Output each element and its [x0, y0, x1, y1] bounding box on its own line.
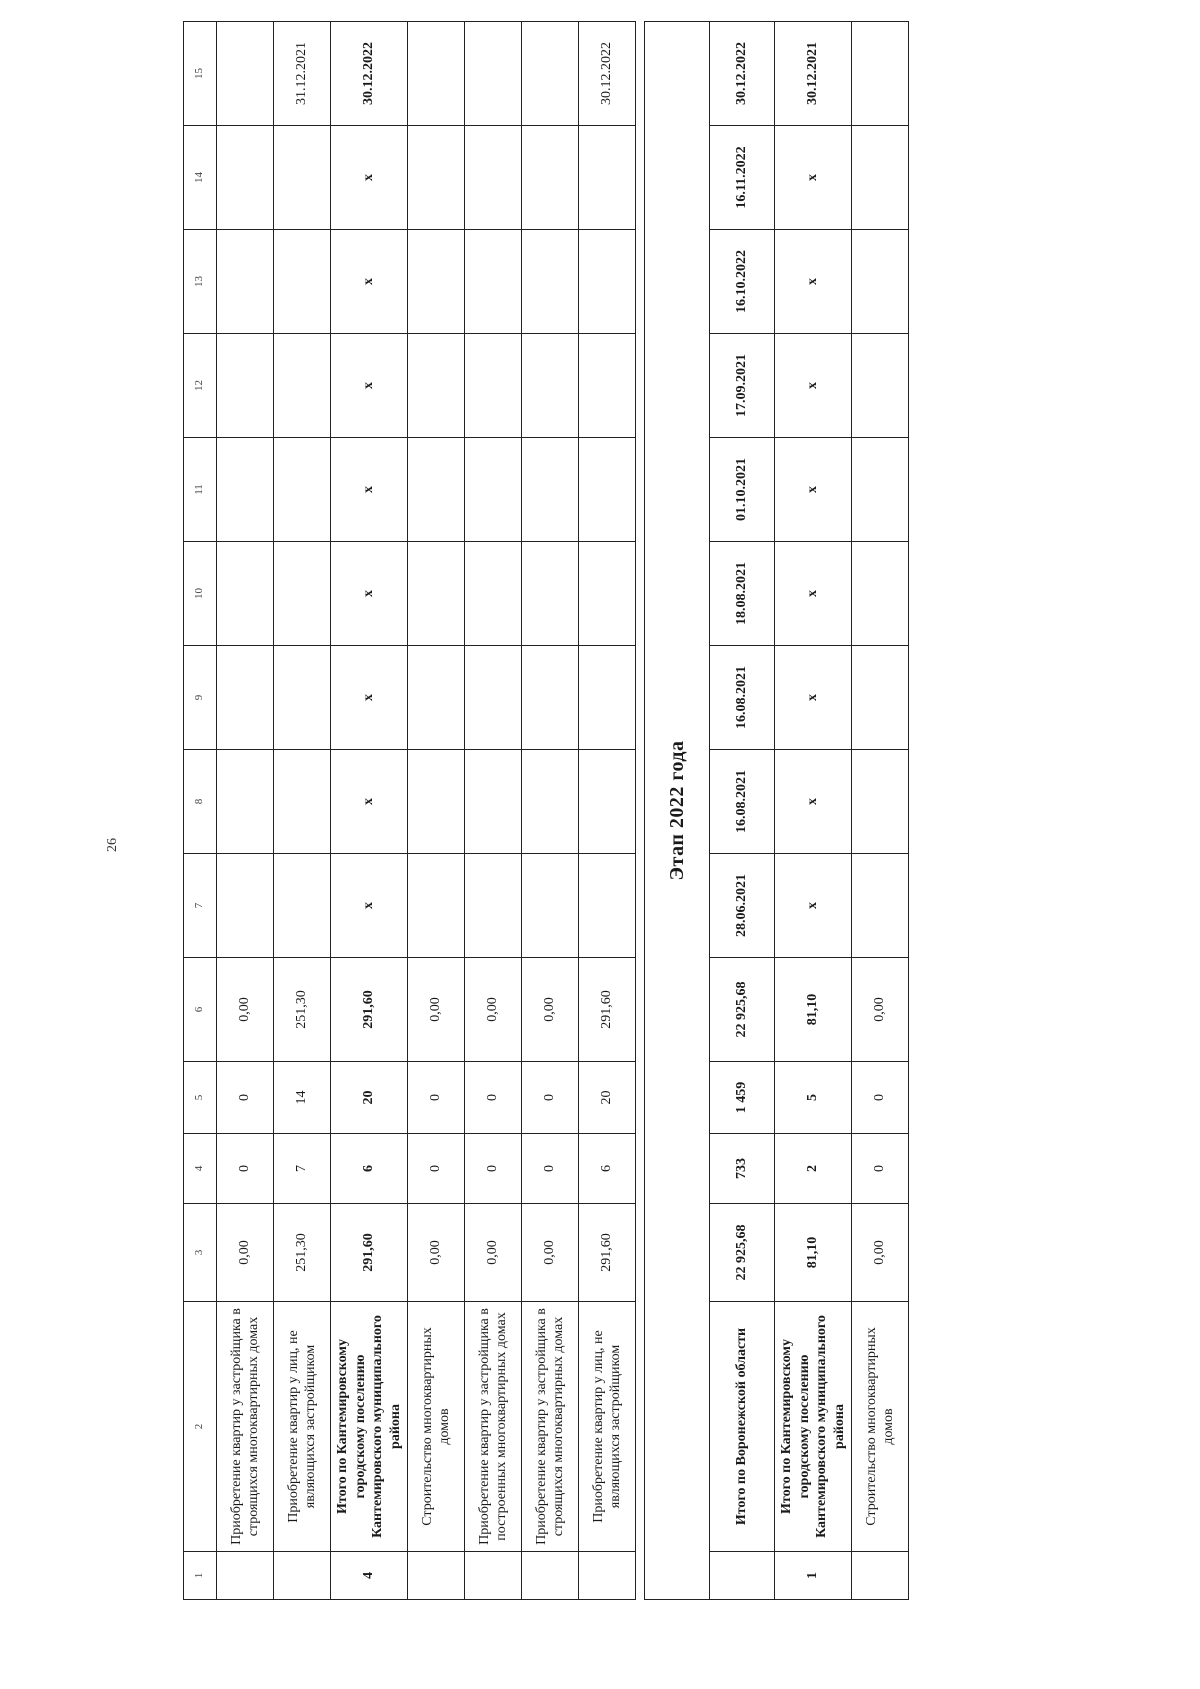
row-value-cell — [408, 22, 465, 126]
row-value-cell: 251,30 — [274, 1204, 331, 1302]
row-value-cell: 0 — [522, 1134, 579, 1204]
row-value-cell — [579, 230, 636, 334]
row-value-cell: 291,60 — [579, 958, 636, 1062]
row-value-cell: x — [331, 750, 408, 854]
row-value-cell — [274, 542, 331, 646]
row-value-cell: 251,30 — [274, 958, 331, 1062]
row-value-cell: x — [775, 750, 852, 854]
row-value-cell: 733 — [710, 1134, 775, 1204]
table-row — [852, 22, 909, 1600]
row-value-cell: 0,00 — [522, 958, 579, 1062]
row-value-cell: 0,00 — [465, 958, 522, 1062]
row-value-cell: 0 — [522, 1062, 579, 1134]
row-value-cell: 31.12.2021 — [274, 22, 331, 126]
row-value-cell — [408, 438, 465, 542]
row-value-cell — [274, 230, 331, 334]
row-value-cell: 81,10 — [775, 1204, 852, 1302]
row-value-cell: 1 459 — [710, 1062, 775, 1134]
row-value-cell — [465, 542, 522, 646]
row-value-cell — [522, 230, 579, 334]
row-value-cell — [408, 854, 465, 958]
row-value-cell: x — [775, 230, 852, 334]
resettlement-schedule-table — [183, 21, 909, 1600]
column-number-cell: 14 — [184, 126, 217, 230]
row-value-cell: x — [331, 230, 408, 334]
row-value-cell: 16.08.2021 — [710, 750, 775, 854]
spacer-row — [636, 22, 645, 1600]
row-value-cell — [217, 126, 274, 230]
table-row — [465, 22, 522, 1600]
row-value-cell: 0,00 — [217, 958, 274, 1062]
row-value-cell — [408, 646, 465, 750]
row-value-cell — [465, 646, 522, 750]
row-value-cell: 0,00 — [217, 1204, 274, 1302]
row-value-cell: 0,00 — [465, 1204, 522, 1302]
row-value-cell — [408, 542, 465, 646]
row-value-cell: 0 — [852, 1134, 909, 1204]
row-index-cell — [852, 1552, 909, 1600]
row-value-cell — [522, 750, 579, 854]
column-number-cell: 6 — [184, 958, 217, 1062]
row-value-cell — [852, 438, 909, 542]
row-name-cell: Приобретение квартир у застройщика в строящихся многоквартирных домах — [217, 1302, 274, 1552]
table-row — [217, 22, 274, 1600]
row-value-cell: 5 — [775, 1062, 852, 1134]
row-value-cell: x — [331, 438, 408, 542]
column-number-cell: 7 — [184, 854, 217, 958]
row-value-cell: 291,60 — [579, 1204, 636, 1302]
row-value-cell — [217, 646, 274, 750]
row-value-cell — [852, 646, 909, 750]
column-number-cell: 13 — [184, 230, 217, 334]
column-number-cell: 4 — [184, 1134, 217, 1204]
row-value-cell — [465, 750, 522, 854]
row-value-cell: 291,60 — [331, 1204, 408, 1302]
row-value-cell — [852, 230, 909, 334]
row-value-cell: 0 — [465, 1062, 522, 1134]
row-value-cell — [274, 750, 331, 854]
row-value-cell: 16.11.2022 — [710, 126, 775, 230]
row-value-cell: 22 925,68 — [710, 958, 775, 1062]
row-index-cell — [274, 1552, 331, 1600]
row-value-cell — [579, 750, 636, 854]
row-value-cell — [274, 126, 331, 230]
row-value-cell — [274, 854, 331, 958]
column-number-cell: 8 — [184, 750, 217, 854]
row-value-cell — [408, 126, 465, 230]
row-value-cell — [579, 542, 636, 646]
row-value-cell: x — [775, 126, 852, 230]
row-value-cell — [408, 230, 465, 334]
row-value-cell — [217, 542, 274, 646]
row-name-cell: Приобретение квартир у лиц, не являющихся застройщиком — [579, 1302, 636, 1552]
column-number-cell: 9 — [184, 646, 217, 750]
row-index-cell — [522, 1552, 579, 1600]
row-value-cell: 6 — [579, 1134, 636, 1204]
row-value-cell: 30.12.2022 — [579, 22, 636, 126]
row-value-cell: 0 — [217, 1062, 274, 1134]
row-value-cell — [217, 334, 274, 438]
row-value-cell: 6 — [331, 1134, 408, 1204]
row-value-cell: 0,00 — [408, 958, 465, 1062]
row-value-cell: 0 — [852, 1062, 909, 1134]
row-value-cell: 0 — [408, 1062, 465, 1134]
row-value-cell: x — [331, 646, 408, 750]
row-value-cell: 16.08.2021 — [710, 646, 775, 750]
row-value-cell — [852, 334, 909, 438]
row-value-cell — [217, 22, 274, 126]
row-index-cell — [710, 1552, 775, 1600]
row-value-cell: x — [775, 854, 852, 958]
row-value-cell — [852, 126, 909, 230]
column-number-cell: 12 — [184, 334, 217, 438]
row-value-cell — [579, 438, 636, 542]
row-value-cell — [274, 646, 331, 750]
row-value-cell — [217, 854, 274, 958]
row-index-cell — [579, 1552, 636, 1600]
table-total-row — [710, 22, 775, 1600]
column-number-row — [184, 22, 217, 1600]
row-value-cell: 0 — [217, 1134, 274, 1204]
table-body — [184, 22, 909, 1600]
row-value-cell — [579, 854, 636, 958]
row-value-cell: x — [331, 854, 408, 958]
row-value-cell — [522, 646, 579, 750]
row-value-cell — [465, 854, 522, 958]
row-value-cell: 0,00 — [522, 1204, 579, 1302]
row-name-cell: Приобретение квартир у застройщика в построенных многоквартирных домах — [465, 1302, 522, 1552]
row-index-cell: 1 — [775, 1552, 852, 1600]
row-value-cell: 22 925,68 — [710, 1204, 775, 1302]
column-number-cell: 11 — [184, 438, 217, 542]
row-value-cell: x — [331, 126, 408, 230]
row-value-cell — [465, 126, 522, 230]
row-value-cell: 20 — [331, 1062, 408, 1134]
row-value-cell — [852, 22, 909, 126]
row-value-cell — [852, 750, 909, 854]
row-value-cell: x — [775, 542, 852, 646]
row-value-cell: 0,00 — [852, 1204, 909, 1302]
row-name-cell: Строительство многоквартирных домов — [408, 1302, 465, 1552]
row-value-cell: 18.08.2021 — [710, 542, 775, 646]
row-value-cell: x — [775, 646, 852, 750]
row-value-cell: 30.12.2022 — [710, 22, 775, 126]
row-value-cell: 7 — [274, 1134, 331, 1204]
row-value-cell: 2 — [775, 1134, 852, 1204]
table-row — [274, 22, 331, 1600]
row-value-cell — [579, 334, 636, 438]
spacer-cell — [636, 22, 645, 1600]
row-name-cell: Приобретение квартир у лиц, не являющихся застройщиком — [274, 1302, 331, 1552]
table-total-row — [775, 22, 852, 1600]
row-value-cell — [274, 334, 331, 438]
column-number-cell: 1 — [184, 1552, 217, 1600]
table-row — [522, 22, 579, 1600]
stage-title: Этап 2022 года — [645, 22, 710, 1600]
row-value-cell: 01.10.2021 — [710, 438, 775, 542]
column-number-cell: 3 — [184, 1204, 217, 1302]
row-value-cell — [522, 22, 579, 126]
row-value-cell: 0 — [408, 1134, 465, 1204]
row-value-cell: x — [331, 334, 408, 438]
row-value-cell: 28.06.2021 — [710, 854, 775, 958]
row-value-cell — [522, 438, 579, 542]
column-number-cell: 5 — [184, 1062, 217, 1134]
row-value-cell — [408, 750, 465, 854]
row-value-cell — [465, 334, 522, 438]
row-value-cell — [522, 126, 579, 230]
stage-heading-row — [645, 22, 710, 1600]
row-name-cell: Строительство многоквартирных домов — [852, 1302, 909, 1552]
row-index-cell — [465, 1552, 522, 1600]
row-value-cell: 30.12.2021 — [775, 22, 852, 126]
row-name-cell: Итого по Воронежской области — [710, 1302, 775, 1552]
row-value-cell — [852, 542, 909, 646]
row-value-cell — [465, 22, 522, 126]
row-value-cell: 81,10 — [775, 958, 852, 1062]
row-value-cell: x — [331, 542, 408, 646]
row-value-cell — [522, 334, 579, 438]
rotated-page-content — [183, 22, 1063, 1600]
row-value-cell: x — [775, 438, 852, 542]
row-value-cell: 0,00 — [852, 958, 909, 1062]
row-value-cell — [217, 230, 274, 334]
row-index-cell: 4 — [331, 1552, 408, 1600]
row-value-cell — [274, 438, 331, 542]
table-total-row — [331, 22, 408, 1600]
row-value-cell — [217, 750, 274, 854]
row-value-cell: 0,00 — [408, 1204, 465, 1302]
row-value-cell: 14 — [274, 1062, 331, 1134]
row-value-cell: x — [775, 334, 852, 438]
row-value-cell — [217, 438, 274, 542]
row-index-cell — [217, 1552, 274, 1600]
row-value-cell: 20 — [579, 1062, 636, 1134]
row-value-cell — [465, 230, 522, 334]
row-value-cell: 30.12.2022 — [331, 22, 408, 126]
row-value-cell — [579, 646, 636, 750]
row-value-cell — [522, 854, 579, 958]
row-name-cell: Приобретение квартир у застройщика в строящихся многоквартирных домах — [522, 1302, 579, 1552]
row-value-cell: 0 — [465, 1134, 522, 1204]
row-value-cell: 17.09.2021 — [710, 334, 775, 438]
row-index-cell — [408, 1552, 465, 1600]
column-number-cell: 15 — [184, 22, 217, 126]
row-value-cell: 16.10.2022 — [710, 230, 775, 334]
row-value-cell — [579, 126, 636, 230]
column-number-cell: 10 — [184, 542, 217, 646]
table-row — [579, 22, 636, 1600]
row-value-cell — [408, 334, 465, 438]
column-number-cell: 2 — [184, 1302, 217, 1552]
page-number: 26 — [105, 838, 120, 852]
row-name-cell: Итого по Кантемировскому городскому поселению Кантемировского муниципального района — [331, 1302, 408, 1552]
row-value-cell — [852, 854, 909, 958]
row-value-cell — [522, 542, 579, 646]
row-value-cell — [465, 438, 522, 542]
row-name-cell: Итого по Кантемировскому городскому поселению Кантемировского муниципального района — [775, 1302, 852, 1552]
row-value-cell: 291,60 — [331, 958, 408, 1062]
table-row — [408, 22, 465, 1600]
